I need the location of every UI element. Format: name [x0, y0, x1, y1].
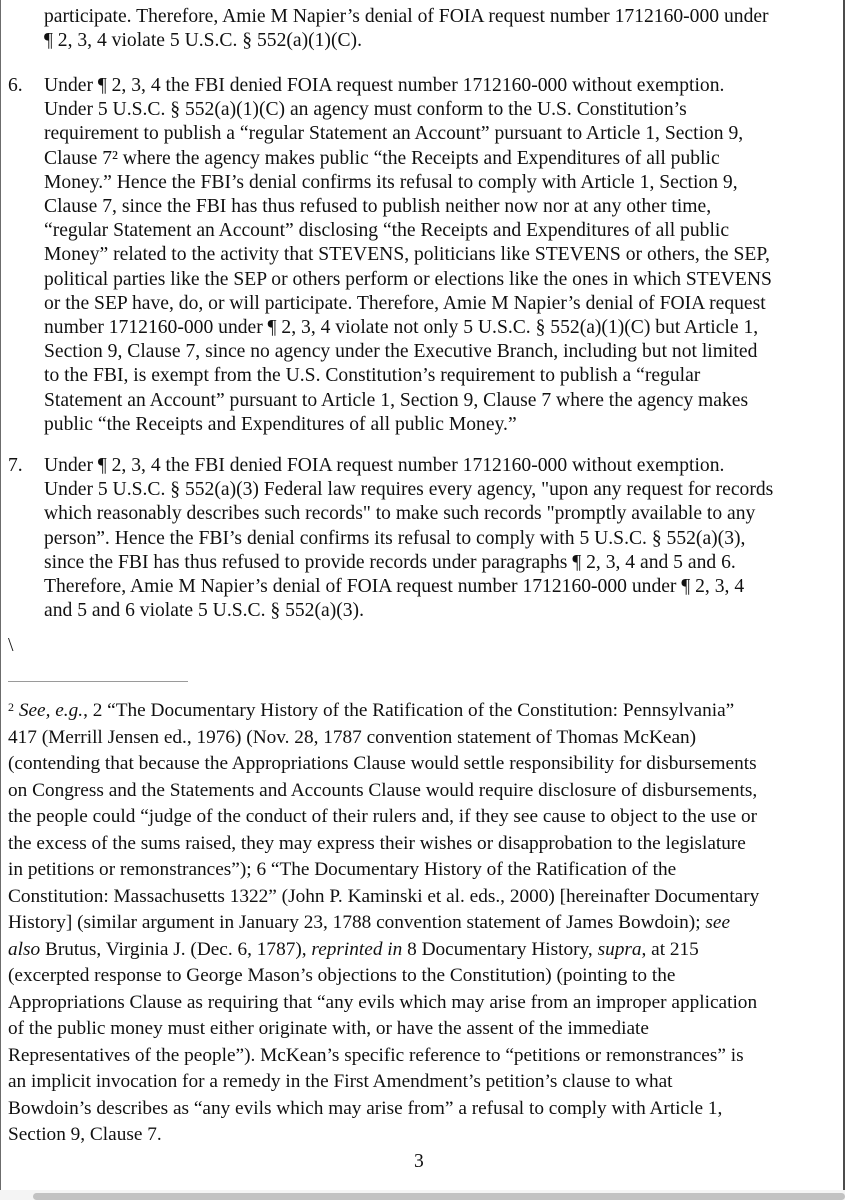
footnote-line: also Brutus, Virginia J. (Dec. 6, 1787), reprinted in 8 Documentary History, supra, at 215 — [8, 938, 699, 960]
text-line: Under ¶ 2, 3, 4 the FBI denied FOIA request number 1712160-000 without exemption. — [44, 75, 725, 96]
item-number: 6. — [8, 75, 23, 96]
text-line: Clause 7² where the agency makes public “the Receipts and Expenditures of all public — [44, 147, 720, 169]
footnote-line: Section 9, Clause 7. — [8, 1124, 162, 1145]
footnote-line: Representatives of the people”). McKean’s specific reference to “petitions or remonstrances” is — [8, 1044, 744, 1066]
footnote-line: Appropriations Clause as requiring that “any evils which may arise from an improper application — [8, 991, 758, 1013]
text-line: or the SEP have, do, or will participate. Therefore, Amie M Napier’s denial of FOIA request — [44, 292, 766, 314]
text-line: “regular Statement an Account” disclosing “the Receipts and Expenditures of all public — [44, 220, 730, 242]
text-line: requirement to publish a “regular Statement an Account” pursuant to Article 1, Section 9, — [44, 123, 744, 145]
text-line: political parties like the SEP or others perform or elections like the ones in which STEVENS — [44, 268, 772, 290]
footnote-line: the people could “judge of the conduct of their rulers and, if they see cause to object to the use or — [8, 806, 758, 827]
page-number: 3 — [414, 1151, 424, 1172]
text-line: person”. Hence the FBI’s denial confirms its refusal to comply with 5 U.S.C. § 552(a)(3), — [44, 527, 746, 549]
text-line: number 1712160-000 under ¶ 2, 3, 4 violate not only 5 U.S.C. § 552(a)(1)(C) but Article 1, — [44, 317, 759, 339]
text-line: Therefore, Amie M Napier’s denial of FOIA request number 1712160-000 under ¶ 2, 3, 4 — [44, 576, 745, 598]
footnote-line: an implicit invocation for a remedy in the First Amendment’s petition’s clause to what — [8, 1071, 673, 1092]
text-line: which reasonably describes such records" to make such records "promptly available to any — [44, 503, 756, 525]
text-line: Under ¶ 2, 3, 4 the FBI denied FOIA request number 1712160-000 without exemption. — [44, 455, 725, 476]
footnote-line: 417 (Merrill Jensen ed., 1976) (Nov. 28, 1787 convention statement of Thomas McKean) — [8, 726, 697, 748]
continuation-paragraph — [44, 5, 844, 53]
text-line: Money” related to the activity that STEVENS, politicians like STEVENS or others, the SEP, — [44, 244, 770, 266]
text-line: to the FBI, is exempt from the U.S. Constitution’s requirement to publish a “regular — [44, 365, 701, 387]
text-line: participate. Therefore, Amie M Napier’s denial of FOIA request number 1712160-000 under — [44, 6, 769, 27]
text-line: Section 9, Clause 7, since no agency under the Executive Branch, including but not limited — [44, 341, 758, 363]
footnote-line: Constitution: Massachusetts 1322” (John P. Kaminski et al. eds., 2000) [hereinafter Documentary — [8, 885, 760, 907]
footnote-first-line: See, e.g., 2 “The Documentary History of the Ratification of the Constitution: Pennsylvania” — [18, 700, 735, 721]
footnote-line: on Congress and the Statements and Accounts Clause would require disclosure of disbursements, — [8, 779, 758, 801]
footnote-line: the excess of the sums raised, they may express their wishes or disapprobation to the legislature — [8, 832, 746, 854]
text-line: since the FBI has thus refused to provide records under paragraphs ¶ 2, 3, 4 and 5 and 6. — [44, 551, 736, 573]
footnote-line: of the public money must either originate with, or have the assent of the immediate — [8, 1018, 649, 1039]
item-number: 7. — [8, 455, 23, 476]
footnote-line: History] (similar argument in January 23, 1788 convention statement of James Bowdoin); see — [8, 912, 731, 933]
footnote-line: (contending that because the Appropriations Clause would settle responsibility for disbursements — [8, 753, 757, 774]
text-line: Money.” Hence the FBI’s denial confirms its refusal to comply with Article 1, Section 9, — [44, 171, 738, 193]
scrollbar-thumb[interactable] — [33, 1193, 845, 1200]
text-line: Under 5 U.S.C. § 552(a)(3) Federal law requires every agency, "upon any request for records — [44, 479, 774, 501]
page-left-border — [0, 0, 1, 1190]
text-line: Under 5 U.S.C. § 552(a)(1)(C) an agency must conform to the U.S. Constitution’s — [44, 99, 687, 121]
item-body — [44, 454, 773, 623]
text-line: ¶ 2, 3, 4 violate 5 U.S.C. § 552(a)(1)(C). — [44, 30, 362, 52]
footnote-marker: 2 — [8, 700, 14, 714]
item-body — [44, 74, 772, 437]
footnote-separator — [8, 681, 188, 682]
stray-backslash: \ — [8, 635, 14, 656]
text-line: public “the Receipts and Expenditures of all public Money.” — [44, 413, 517, 435]
text-line: Clause 7, since the FBI has thus refused to publish neither now nor at any other time, — [44, 196, 712, 218]
footnote-line: Bowdoin’s describes as “any evils which may arise from” a refusal to comply with Article 1, — [8, 1097, 723, 1119]
footnote-2 — [8, 698, 842, 1149]
footnote-line — [8, 698, 842, 725]
text-line: and 5 and 6 violate 5 U.S.C. § 552(a)(3). — [44, 600, 364, 622]
text-line: Statement an Account” pursuant to Article 1, Section 9, Clause 7 where the agency makes — [44, 389, 749, 411]
footnote-line: (excerpted response to George Mason’s objections to the Constitution) (pointing to the — [8, 965, 676, 986]
footnote-line: in petitions or remonstrances”); 6 “The Documentary History of the Ratification of the — [8, 859, 677, 880]
